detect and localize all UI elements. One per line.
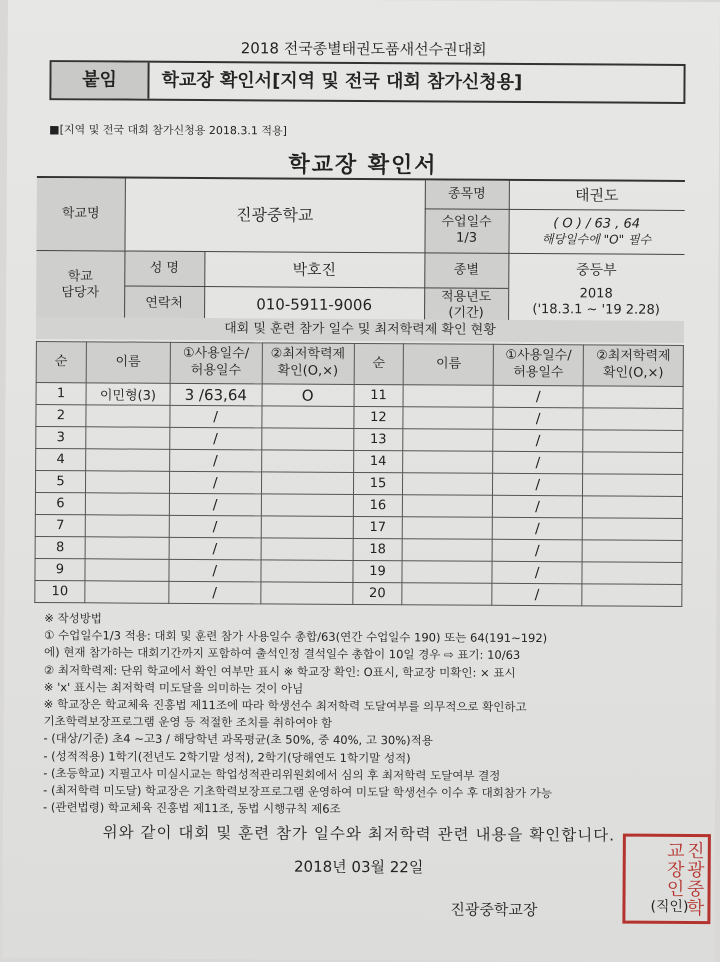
row-no: 8 [35,537,85,559]
note-line: ※ 학교장은 학교체육 진흥법 제11조에 따라 학생선수 최저학력 도달여부를 의무적으로 확인하고 [43,697,527,715]
row-name [403,473,493,496]
row-name [403,407,493,430]
col-check [262,343,354,385]
document-page [2,0,720,962]
event-label: 종목명 [425,180,509,209]
confirmation-text: 위와 같이 대회 및 훈련 참가 일수와 최저학력 관련 내용을 확인합니다. [102,823,616,845]
row-name [85,471,169,494]
note-line: ② 최저학력제: 단위 학교에서 확인 여부만 표시 ※ 학교장 확인: O표시, 학교장 미확인: × 표시 [43,662,516,680]
row-check [582,540,682,563]
row-usage: / [170,427,262,450]
col-usage [493,344,583,386]
row-usage: / [169,471,261,494]
note-line: 에) 현재 참가하는 대회기간까지 포함하여 출석인정 결석일수 총합이 10일 경우 ⇨ 표기: 10/63 [43,645,521,663]
row-usage: / [492,583,582,606]
row-no: 20 [352,582,402,604]
row-name [403,495,493,518]
row-check [582,518,682,541]
note-line: ※ 'x' 표시는 최저학력 미도달을 의미하는 것이 아님 [43,679,304,696]
row-no: 14 [353,450,403,472]
period-label-line1: 적용년도 [441,289,492,305]
row-name [86,449,170,472]
instructions [43,610,704,820]
row-check [582,562,682,585]
note-line: ※ 작성방법 [44,611,102,626]
period-range: ('18.3.1 ~ '19 2.28) [532,302,660,318]
row-name: 이민형(3) [86,383,170,406]
row-usage: / [493,385,583,408]
col-check-line2: 확인(O,×) [277,363,339,379]
note-line: - (관련법령) 학교체육 진흥법 제11조, 동법 시행규칙 제6조 [43,800,341,817]
row-check [261,560,353,583]
attachment-label: 붙임 [51,62,149,99]
row-name [403,385,493,408]
row-name [403,539,493,562]
event-value: 태권도 [575,186,619,205]
row-no: 17 [353,516,403,538]
col-usage-line1: ①사용일수/ [182,346,250,362]
row-check [261,472,353,495]
row-usage: / [169,537,261,560]
row-usage: / [493,495,583,518]
row-check [261,516,353,539]
row-usage: / [493,451,583,474]
row-no: 19 [352,560,402,582]
row-name [85,581,169,604]
col-name: 이름 [86,342,170,384]
seal-label: (직인) [650,898,689,915]
school-value: 진광중학교 [235,205,314,226]
row-name [86,427,170,450]
row-usage: / [493,429,583,452]
col-usage-line1: ①사용일수/ [505,347,572,364]
row-name [85,537,169,560]
principal-signature: 진광중학교장 [450,900,538,920]
row-no: 4 [36,449,86,471]
row-name [85,559,169,582]
col-usage-line2: 허용일수 [513,364,564,381]
note-line: - (최저학력 미도달) 학교장은 기초학력보장프로그램 운영하여 미도달 학생선수 이수 후 대회참가 가능 [43,783,553,801]
row-check [582,584,682,607]
header-title: 학교장 확인서[지역 및 전국 대회 참가신청용] [161,69,523,93]
period-label [424,287,508,323]
row-usage: / [493,407,583,430]
table-row [35,581,682,607]
class-days-note: 해당일수에 "O" 필수 [541,231,652,247]
class-days-value-text: ( O ) / 63 , 64 [553,216,641,232]
row-check [583,474,683,497]
col-usage-line2: 허용일수 [190,362,242,379]
row-usage: / [169,449,261,472]
row-usage: 3 /63,64 [170,383,262,406]
row-check [262,406,354,429]
col-check [583,345,683,387]
form-title: 학교장 확인서 [288,152,438,179]
teacher-label [36,250,124,321]
row-name [403,451,493,474]
seal-text: 진광중학교장인 [663,840,705,918]
row-usage: / [169,493,261,516]
row-no: 2 [36,405,86,427]
name-value: 박호진 [292,260,337,279]
info-block [36,176,685,325]
period-label-line2: (기간) [448,305,484,321]
row-name [403,429,493,452]
row-usage: / [493,473,583,496]
note-line: ① 수업일수1/3 적용: 대회 및 훈련 참가 사용일수 총합/63(연간 수업일수 190) 또는 64(191~192) [44,628,548,646]
row-no: 6 [35,493,85,515]
school-label: 학교명 [36,178,124,251]
period-year: 2018 [579,286,613,302]
row-no: 9 [35,559,85,581]
row-usage: / [169,515,261,538]
teacher-label-line1: 학교 [67,269,93,285]
col-check-line1: ②최저학력제 [270,346,346,363]
teacher-label-line2: 담당자 [61,285,100,301]
status-caption: 대회 및 훈련 참가 일수 및 최저학력제 확인 현황 [36,317,684,343]
class-days-value [508,209,684,254]
row-check [583,408,683,431]
name-label: 성 명 [124,251,204,286]
row-no: 13 [353,428,403,450]
row-no: 16 [353,494,403,516]
row-check [582,496,682,519]
row-name [85,493,169,516]
row-no: 18 [353,538,403,560]
row-check [583,430,683,453]
event-title: 2018 전국종별태권도품새선수권대회 [240,39,487,59]
table-header-row [36,342,683,387]
row-name [402,583,492,606]
row-name [85,515,169,538]
row-check [583,386,683,409]
row-no: 7 [35,515,85,537]
row-name [402,561,492,584]
period-value [508,281,684,324]
row-check [261,494,353,517]
class-days-label [424,208,508,253]
col-no: 순 [354,343,404,384]
header-box [49,60,685,104]
row-usage: / [170,405,262,428]
row-no: 3 [36,427,86,449]
row-check [260,582,352,605]
form-note: ■[지역 및 전국 대회 참가신청용 2018.3.1 적용] [49,123,287,138]
col-name: 이름 [404,344,494,386]
contact-value: 010-5911-9006 [256,294,373,314]
col-check-line2: 확인(O,×) [602,365,664,381]
col-check-line1: ②최저학력제 [596,348,671,364]
class-days-label-line1: 수업일수 [441,214,492,231]
row-usage: / [492,539,582,562]
row-check [583,452,683,475]
division-label: 종별 [424,252,508,288]
row-name [403,517,493,540]
note-line: - (초등학교) 지필고사 미실시교는 학업성적관리위원회에서 심의 후 최저학력 도달여부 결정 [43,765,501,783]
note-line: 기초학력보장프로그램 운영 등 적절한 조치를 취하여야 함 [43,714,333,731]
col-no: 순 [36,342,86,383]
row-check: O [262,384,354,407]
row-no: 10 [35,581,85,603]
row-usage: / [169,559,261,582]
class-days-label-line2: 1/3 [456,230,478,246]
row-check [261,450,353,473]
note-line: - (성적적용) 1학기(전년도 2학기말 성적), 2학기(당해연도 1학기말 성적) [43,748,411,765]
col-usage [170,342,262,384]
row-no: 12 [353,406,403,428]
issue-date: 2018년 03월 22일 [293,857,424,877]
row-usage: / [492,561,582,584]
row-no: 11 [354,384,404,406]
row-no: 15 [353,472,403,494]
contact-label: 연락처 [124,286,204,321]
row-check [261,538,353,561]
row-no: 1 [36,383,86,405]
row-usage: / [169,581,261,604]
row-no: 5 [35,471,85,493]
note-line: - (대상/기준) 초4 ~고3 / 해당학년 과목평균(초 50%, 중 40%, 고 30%)적용 [43,731,433,748]
row-check [261,428,353,451]
division-value: 중등부 [576,262,617,279]
row-name [86,405,170,428]
row-usage: / [492,517,582,540]
roster-table [34,341,684,607]
